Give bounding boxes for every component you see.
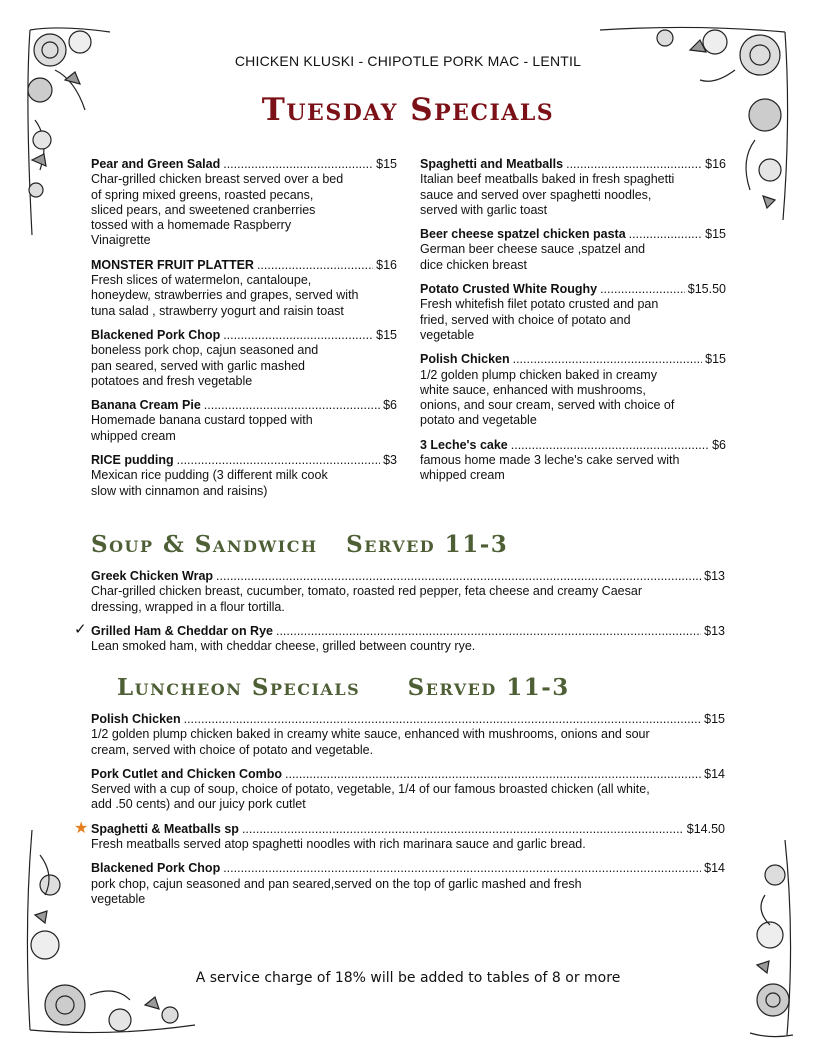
item-name: Banana Cream Pie — [91, 398, 201, 413]
menu-item — [91, 712, 725, 758]
item-description: Homemade banana custard topped with whipped cream — [91, 413, 313, 443]
item-name: Grilled Ham & Cheddar on Rye — [91, 623, 273, 638]
soups-of-the-day: CHICKEN KLUSKI - CHIPOTLE PORK MAC - LENTIL — [234, 53, 582, 69]
menu-item — [420, 282, 726, 343]
item-description: Italian beef meatballs baked in fresh spaghetti sauce and served over spaghetti noodles, served with garlic toast — [420, 172, 675, 217]
luncheon-specials-title: Luncheon Specials Served 11-3 — [117, 674, 570, 701]
item-price: $3 — [383, 453, 397, 468]
menu-item — [91, 822, 725, 853]
soup-sandwich-list — [91, 569, 725, 663]
item-name: Spaghetti & Meatballs sp — [91, 821, 239, 836]
item-price: $14 — [704, 861, 725, 876]
item-price: $6 — [712, 437, 726, 452]
item-name: Pear and Green Salad — [91, 157, 221, 171]
item-price: $15 — [705, 352, 726, 367]
item-description: boneless pork chop, cajun seasoned and pan seared, served with garlic mashed potatoes and fresh vegetable — [91, 343, 319, 388]
item-name: Pork Cutlet and Chicken Combo — [91, 766, 282, 781]
menu-item — [420, 227, 726, 273]
star-icon: ★ — [74, 820, 89, 837]
item-description: Served with a cup of soup, choice of potato, vegetable, 1/4 of our famous broasted chicken (all white, add .50 cents) and our juicy pork cutlet — [91, 782, 650, 812]
item-description: German beer cheese sauce ,spatzel and dice chicken breast — [420, 242, 646, 272]
item-name: Polish Chicken — [420, 352, 510, 367]
item-name: RICE pudding — [91, 453, 174, 468]
menu-item — [420, 157, 726, 218]
item-price: $14.50 — [686, 821, 725, 836]
specials-right-column — [420, 157, 726, 493]
menu-item — [91, 861, 725, 907]
item-name: Potato Crusted White Roughy — [420, 282, 598, 297]
item-name: 3 Leche's cake — [420, 437, 508, 452]
item-description: pork chop, cajun seasoned and pan seared,served on the top of garlic mashed and fresh vegetable — [91, 876, 582, 906]
checkmark-icon: ✓ — [74, 621, 87, 638]
menu-item — [91, 258, 397, 319]
item-description: Fresh whitefish filet potato crusted and pan fried, served with choice of potato and vegetable — [420, 297, 659, 342]
menu-item — [91, 157, 397, 249]
menu-item — [91, 569, 725, 615]
item-price: $15 — [376, 157, 397, 171]
item-description: Fresh meatballs served atop spaghetti noodles with rich marinara sauce and garlic bread. — [91, 837, 586, 852]
page-title: Tuesday Specials — [261, 92, 555, 128]
menu-item — [91, 453, 397, 499]
soup-sandwich-title: Soup & Sandwich Served 11-3 — [91, 531, 509, 558]
item-price: $16 — [376, 257, 397, 272]
menu-item — [91, 624, 725, 655]
item-name: Spaghetti and Meatballs — [420, 157, 564, 171]
item-name: Greek Chicken Wrap — [91, 569, 214, 583]
item-description: famous home made 3 leche's cake served with whipped cream — [420, 453, 680, 483]
item-description: 1/2 golden plump chicken baked in creamy white sauce, enhanced with mushrooms, onions and sour cream, served with choice of potato and vegetable. — [91, 727, 650, 757]
item-price: $16 — [705, 157, 726, 171]
item-description: Char-grilled chicken breast, cucumber, tomato, roasted red pepper, feta cheese and creamy Caesar dressing, wrapped in a flour tortilla. — [91, 584, 642, 614]
item-name: Blackened Pork Chop — [91, 327, 221, 342]
menu-item — [91, 767, 725, 813]
item-name: Polish Chicken — [91, 712, 181, 726]
item-price: $15.50 — [687, 282, 726, 297]
item-price: $14 — [704, 766, 725, 781]
item-name: MONSTER FRUIT PLATTER — [91, 257, 254, 272]
item-price: $6 — [383, 398, 397, 413]
menu-item — [420, 438, 726, 484]
item-description: Char-grilled chicken breast served over a bed of spring mixed greens, roasted pecans, sliced pears, and sweetened cranberries tossed with a homemade Raspberry Vinaigrette — [91, 172, 344, 248]
item-description: Fresh slices of watermelon, cantaloupe, honeydew, strawberries and grapes, served with tuna salad , strawberry yogurt and raisin toast — [91, 273, 359, 318]
item-description: 1/2 golden plump chicken baked in creamy white sauce, enhanced with mushrooms, onions, and sour cream, served with choice of potato and vegetable — [420, 367, 675, 428]
specials-left-column — [91, 157, 397, 508]
floral-corner-bottom-right — [745, 835, 800, 1040]
service-charge-note: A service charge of 18% will be added to tables of 8 or more — [195, 970, 621, 986]
menu-item — [91, 328, 397, 389]
item-price: $15 — [705, 227, 726, 242]
item-name: Blackened Pork Chop — [91, 861, 221, 876]
item-price: $13 — [704, 623, 725, 638]
item-price: $13 — [704, 569, 725, 583]
luncheon-list — [91, 712, 725, 916]
menu-item — [91, 398, 397, 444]
menu-item — [420, 352, 726, 428]
item-price: $15 — [376, 327, 397, 342]
item-name: Beer cheese spatzel chicken pasta — [420, 227, 626, 242]
item-description: Lean smoked ham, with cheddar cheese, grilled between country rye. — [91, 639, 476, 654]
item-description: Mexican rice pudding (3 different milk cook slow with cinnamon and raisins) — [91, 468, 328, 498]
item-price: $15 — [704, 712, 725, 726]
